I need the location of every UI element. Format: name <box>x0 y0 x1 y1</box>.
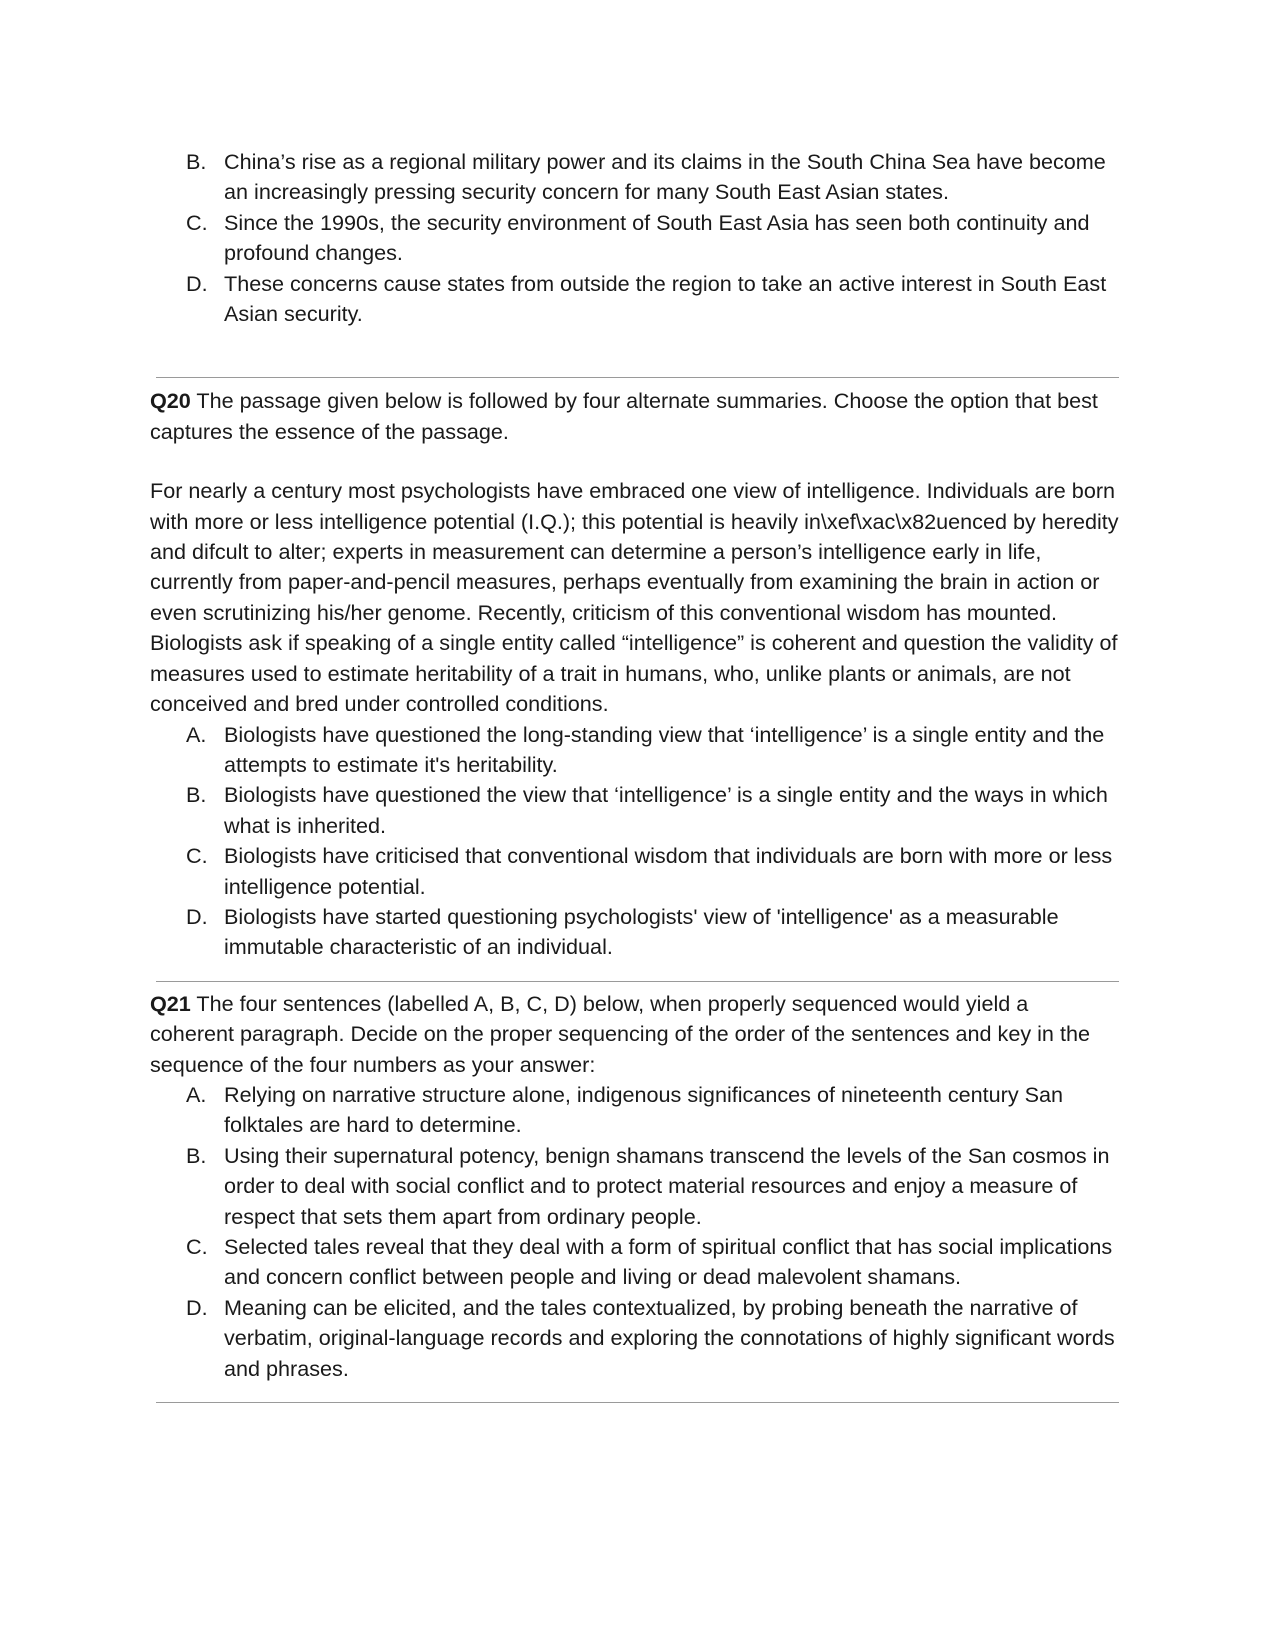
q21-option-d <box>150 1293 1130 1384</box>
q20-options-list <box>150 720 1130 963</box>
option-letter: C. <box>186 1234 208 1259</box>
option-text: Since the 1990s, the security environment of South East Asia has seen both continuity and profound changes. <box>224 209 1090 266</box>
question-21 <box>150 989 1130 1384</box>
option-letter: B. <box>186 149 207 174</box>
option-letter: D. <box>186 1294 208 1320</box>
question-prompt <box>150 989 1100 1080</box>
option-text: Relying on narrative structure alone, indigenous significances of nineteenth century San folktales are hard to determine. <box>224 1081 1064 1138</box>
option-text: Using their supernatural potency, benign shamans transcend the levels of the San cosmos in order to deal with social conflict and to protect material resources and enjoy a measure of respect that sets them apart from ordinary people. <box>224 1142 1110 1229</box>
q20-option-d <box>150 902 1130 963</box>
option-text: Biologists have questioned the long-standing view that ‘intelligence’ is a single entity and the attempts to estimate it's heritability. <box>224 721 1105 777</box>
divider <box>156 377 1119 378</box>
q20-option-b <box>150 780 1130 841</box>
option-text: Selected tales reveal that they deal with a form of spiritual conflict that has social implications and concern conflict between people and living or dead malevolent shamans. <box>224 1234 1113 1290</box>
option-text: These concerns cause states from outside the region to take an active interest in South East Asian security. <box>224 270 1107 327</box>
option-letter: D. <box>186 270 208 296</box>
q21-options-list <box>150 1080 1130 1384</box>
q21-option-b <box>150 1141 1130 1232</box>
option-letter: C. <box>186 209 208 235</box>
option-letter: A. <box>186 1081 207 1107</box>
option-text: Meaning can be elicited, and the tales contextualized, by probing beneath the narrative of verbatim, original-language records and exploring the connotations of highly significant words and phrases. <box>224 1294 1115 1381</box>
prev-option-c <box>150 208 1130 269</box>
question-20 <box>150 386 1130 962</box>
question-prompt-text: The four sentences (labelled A, B, C, D) below, when properly sequenced would yield a coherent paragraph. Decide on the proper sequencing of the order of the sentences and key in the sequence of the four numbers as your answer: <box>150 990 1090 1077</box>
option-letter: A. <box>186 721 207 747</box>
question-prompt <box>150 386 1098 447</box>
option-letter: B. <box>186 1142 207 1168</box>
option-text: China’s rise as a regional military power and its claims in the South China Sea have become an increasingly pressing security concern for many South East Asian states. <box>224 149 1106 205</box>
prev-option-d <box>150 269 1130 330</box>
option-text: Biologists have questioned the view that ‘intelligence’ is a single entity and the ways in which what is inherited. <box>224 782 1108 838</box>
option-text: Biologists have started questioning psychologists' view of 'intelligence' as a measurable immutable characteristic of an individual. <box>224 903 1059 960</box>
document-page <box>150 147 1130 1403</box>
option-letter: C. <box>186 843 208 869</box>
q20-option-a <box>150 720 1130 781</box>
question-number: Q21 <box>150 990 191 1016</box>
passage: For nearly a century most psychologists have embraced one view of intelligence. Individuals are born with more or less intelligence potential (I.Q.); this potential is heavily in\xef\xac\x82uenced by heredity and difcult to alter; experts in measurement can determine a person’s intelligence early in life, currently from paper-and-pencil measures, perhaps eventually from examining the brain in action or even scrutinizing his/her genome. Recently, criticism of this conventional wisdom has mounted. Biologists ask if speaking of a single entity called “intelligence” is coherent and question the validity of measures used to estimate heritability of a trait in humans, who, unlike plants or animals, are not conceived and bred under controlled conditions. <box>150 478 1119 717</box>
option-letter: B. <box>186 782 207 808</box>
question-prompt-text: The passage given below is followed by four alternate summaries. Choose the option that best captures the essence of the passage. <box>150 388 1098 444</box>
divider <box>156 1402 1119 1403</box>
prev-option-b <box>150 147 1130 208</box>
prev-options-list <box>150 147 1130 329</box>
q21-option-a <box>150 1080 1130 1141</box>
option-text: Biologists have criticised that conventional wisdom that individuals are born with more or less intelligence potential. <box>224 843 1113 899</box>
divider <box>156 981 1119 982</box>
q20-option-c <box>150 841 1130 902</box>
question-number: Q20 <box>150 388 191 414</box>
option-letter: D. <box>186 903 208 929</box>
q21-option-c <box>150 1232 1130 1293</box>
